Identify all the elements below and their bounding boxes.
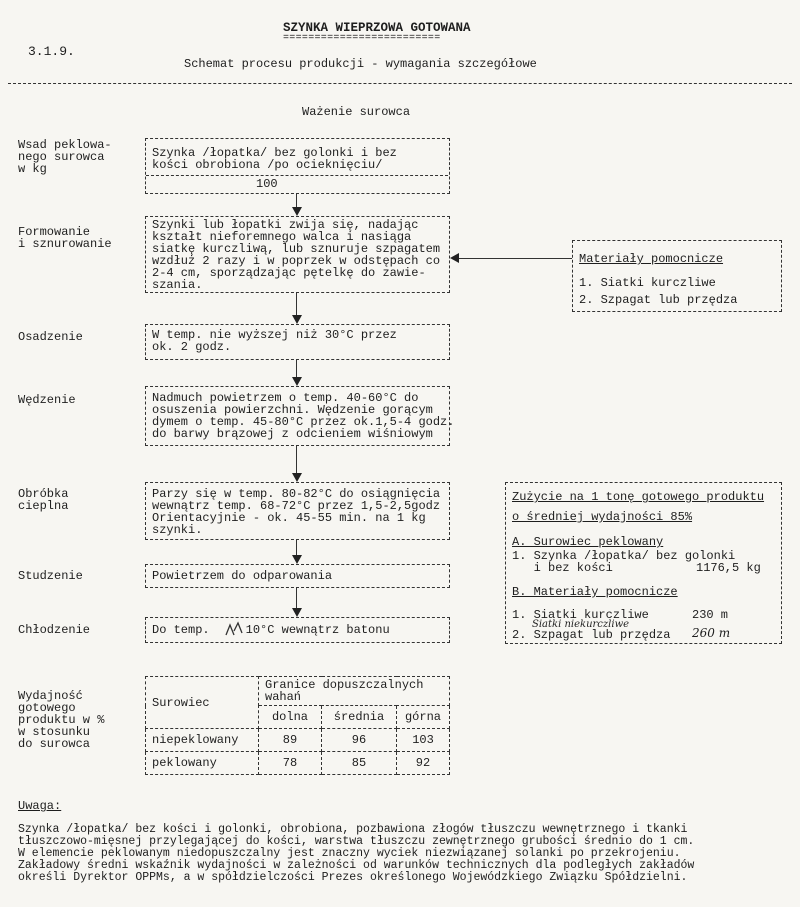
materials-connector [459,258,572,259]
step-label-wsad: Wsad peklowa- nego surowca w kg [18,138,112,176]
step-text-osadzenie: W temp. nie wyższej niż 30°C przez ok. 2 godz. [152,328,397,354]
note-heading: Uwaga: [18,799,62,813]
consumption-title-1: Zużycie na 1 tonę gotowego produktu [512,490,765,504]
note-line: Zakładowy średni wskaźnik wydajności w zależności od warunków technicznych dla podległych zakładów [18,859,695,872]
arrow-down-icon [292,555,302,564]
yield-col-srednia: średnia [322,706,397,729]
handwritten-mark-icon [224,621,246,639]
step-text-formowanie: Szynki lub łopatki zwija się, nadając kształt nieforemnego walca i nasiąga siatkę kurczliwą, lub sznuruje szpagatem wzdłuż 2 razy i w poprzek w odstępach co 2-4 cm, sporządzając pętelkę do zawie- szania. [152,218,441,292]
consumption-b-item-2: 2. Szpagat lub przędza [512,628,671,642]
consumption-a-value: 1176,5 kg [696,561,761,575]
consumption-box [505,482,782,644]
step-label-wedzenie: Wędzenie [18,393,76,407]
section-heading: Ważenie surowca [302,105,411,119]
handwritten-correction: Siatki niekurczliwe [532,619,630,630]
step-text-wedzenie: Nadmuch powietrzem o temp. 40-60°C do osuszenia powierzchni. Wędzenie gorącym dymem o temp. 45-80°C przez ok.1,5-4 godz. do barwy brązowej z odcieniem wiśniowym [152,391,455,441]
yield-cell: 89 [259,729,322,752]
arrow-down-icon [292,207,302,216]
step-box-studzenie [145,564,450,588]
materials-item-1: 1. Siatki kurczliwe [579,276,716,290]
step-box-wsad [145,138,450,194]
consumption-a-item: 1. Szynka /łopatka/ bez golonki i bez kości [512,549,736,575]
arrow-down-icon [292,377,302,386]
connector-4 [296,446,297,473]
wsad-amount: 100 [256,177,278,191]
consumption-section-b: B. Materiały pomocnicze [512,585,678,599]
yield-row-name: niepeklowany [146,729,259,752]
note-line: określi Dyrektor OPPMs, a w spółdzielczości Prezes określonego Wojewódzkiego Związku Spółdzielni. [18,871,688,884]
arrow-down-icon [292,473,302,482]
consumption-b-item-2-value: 260 m [692,626,731,640]
connector-2 [296,293,297,315]
step-box-chlodzenie [145,617,450,643]
yield-cell: 92 [397,752,450,775]
step-label-chlodzenie: Chłodzenie [18,623,91,637]
yield-cell: 96 [322,729,397,752]
yield-cell: 78 [259,752,322,775]
yield-label: Wydajność gotowego produktu w % w stosunku do surowca [18,689,105,751]
consumption-section-a: A. Surowiec peklowany [512,535,664,549]
materials-item-2: 2. Szpagat lub przędza [579,293,738,307]
note-line: Szynka /łopatka/ bez kości i golonki, obrobiona, pozbawiona złogów tłuszczu wewnętrznego i tkanki [18,823,688,836]
yield-col-gorna: górna [397,706,450,729]
yield-col-surowiec: Surowiec [146,677,259,729]
yield-row-name: peklowany [146,752,259,775]
step-text-studzenie: Powietrzem do odparowania [152,569,333,583]
consumption-b-item-1: 1. Siatki kurczliwe [512,608,649,622]
step-label-osadzenie: Osadzenie [18,330,83,344]
yield-col-group: Granice dopuszczalnych wahań [259,677,450,706]
yield-table [145,676,450,775]
box-divider [146,175,448,176]
step-box-wedzenie [145,386,455,446]
connector-3 [296,360,297,377]
connector-6 [296,588,297,608]
step-label-formowanie: Formowanie i sznurowanie [18,225,112,251]
note-line: tłuszczowo-mięsnej przylegającej do kości, warstwa tłuszczu zewnętrznego grubości średnio do 1 cm. [18,835,695,848]
consumption-title-2: o średniej wydajności 85% [512,510,693,524]
arrow-down-icon [292,608,302,617]
yield-col-dolna: dolna [259,706,322,729]
step-text-chlodzenie: Do temp. 10°C wewnątrz batonu [152,623,390,637]
section-number: 3.1.9. [28,44,75,59]
consumption-b-item-1-value: 230 m [692,608,729,622]
connector-1 [296,194,297,207]
arrow-left-icon [450,253,459,263]
yield-cell: 103 [397,729,450,752]
header-divider [8,83,792,84]
connector-5 [296,540,297,555]
materials-box [572,240,782,312]
note-line: W elemencie peklowanym niedopuszczalny jest znaczny wyciek niezwiązanej solanki po przekrojeniu. [18,847,681,860]
materials-title: Materiały pomocnicze [579,252,724,266]
page-title: SZYNKA WIEPRZOWA GOTOWANA [283,21,471,35]
yield-cell: 85 [322,752,397,775]
step-text-wsad: Szynka /łopatka/ bez golonki i bez kości obrobiona /po ocieknięciu/ [152,146,397,172]
step-box-formowanie [145,216,450,293]
step-box-osadzenie [145,324,450,360]
page-subtitle: Schemat procesu produkcji - wymagania szczegółowe [184,57,537,71]
step-text-obrobka: Parzy się w temp. 80-82°C do osiągnięcia wewnątrz temp. 68-72°C przez 1,5-2,5godz Orientacyjnie - ok. 45-55 min. na 1 kg szynki. [152,487,441,537]
step-box-obrobka [145,482,450,540]
step-label-obrobka: Obróbka cieplna [18,487,69,513]
step-label-studzenie: Studzenie [18,569,83,583]
title-underline: ========================= [283,33,441,44]
arrow-down-icon [292,315,302,324]
